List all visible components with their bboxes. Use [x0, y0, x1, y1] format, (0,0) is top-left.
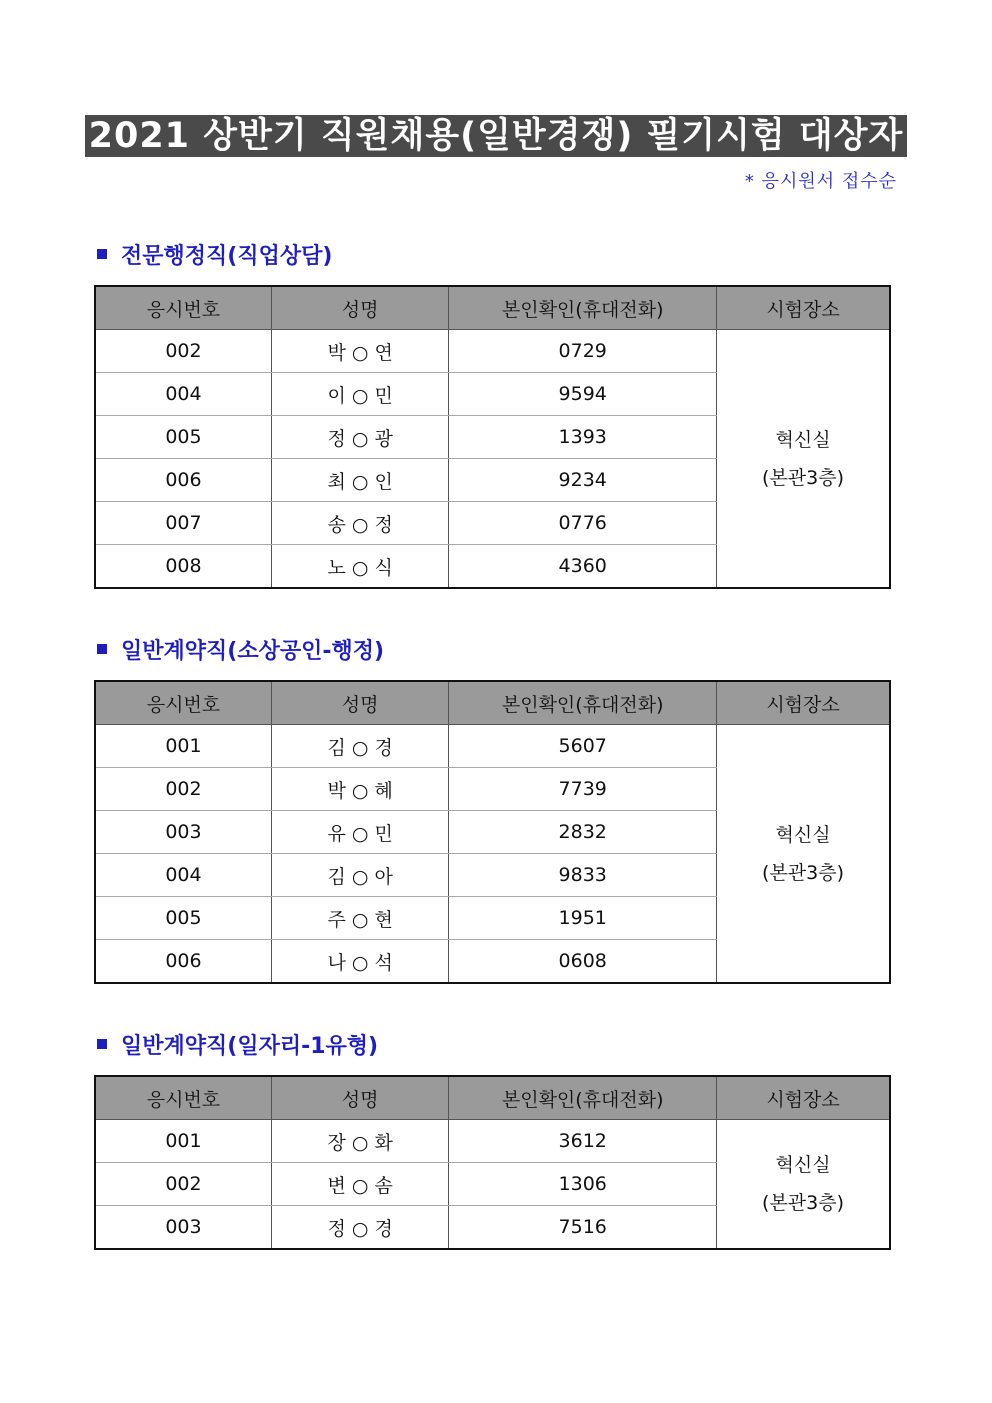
phone-check: 0608	[449, 940, 717, 984]
candidate-table	[94, 1075, 891, 1250]
applicant-number: 006	[95, 459, 271, 502]
location-room: 혁신실	[775, 428, 831, 451]
square-bullet-icon	[97, 1039, 107, 1049]
phone-header: 본인확인(휴대전화)	[449, 286, 717, 330]
table-header-row	[95, 681, 890, 725]
section-heading	[94, 234, 891, 274]
applicant-number: 003	[95, 811, 271, 854]
phone-header: 본인확인(휴대전화)	[449, 1076, 717, 1120]
location-header: 시험장소	[717, 1076, 890, 1120]
name-header: 성명	[271, 681, 448, 725]
applicant-name: 장 ○ 화	[271, 1120, 448, 1163]
applicant-name: 김 ○ 아	[271, 854, 448, 897]
location-room: 혁신실	[775, 1154, 831, 1176]
applicant-number: 007	[95, 502, 271, 545]
applicant-name: 정 ○ 경	[271, 1206, 448, 1250]
phone-check: 2832	[449, 811, 717, 854]
applicant-number: 008	[95, 545, 271, 589]
phone-check: 9833	[449, 854, 717, 897]
square-bullet-icon	[97, 644, 107, 654]
candidate-table	[94, 285, 891, 589]
section-heading	[94, 1024, 891, 1064]
applicant-number: 006	[95, 940, 271, 984]
applicant-name: 노 ○ 식	[271, 545, 448, 589]
applicant-name: 나 ○ 석	[271, 940, 448, 984]
name-header: 성명	[271, 286, 448, 330]
phone-check: 7739	[449, 768, 717, 811]
applicant-number: 002	[95, 330, 271, 373]
applicant-number: 002	[95, 1163, 271, 1206]
order-note: * 응시원서 접수순	[744, 171, 897, 192]
applicant-number: 005	[95, 416, 271, 459]
applicant-number: 001	[95, 1120, 271, 1163]
phone-check: 1951	[449, 897, 717, 940]
table-row	[95, 1120, 890, 1163]
applicant-number: 004	[95, 373, 271, 416]
applicant-number: 002	[95, 768, 271, 811]
section	[94, 629, 891, 984]
phone-check: 9594	[449, 373, 717, 416]
candidate-table	[94, 680, 891, 984]
applicant-name: 김 ○ 경	[271, 725, 448, 768]
table-header-row	[95, 1076, 890, 1120]
table-row	[95, 330, 890, 373]
phone-check: 7516	[449, 1206, 717, 1250]
applicant-name: 변 ○ 솜	[271, 1163, 448, 1206]
applicant-name: 박 ○ 혜	[271, 768, 448, 811]
table-header-row	[95, 286, 890, 330]
phone-check: 1306	[449, 1163, 717, 1206]
applicant-name: 주 ○ 현	[271, 897, 448, 940]
applicant-number: 004	[95, 854, 271, 897]
no-header: 응시번호	[95, 1076, 271, 1120]
location-floor: (본관3층)	[762, 861, 845, 884]
phone-check: 1393	[449, 416, 717, 459]
section-title: 전문행정직(직업상담)	[121, 243, 333, 269]
phone-check: 9234	[449, 459, 717, 502]
exam-location	[717, 1120, 890, 1250]
applicant-name: 유 ○ 민	[271, 811, 448, 854]
no-header: 응시번호	[95, 681, 271, 725]
location-header: 시험장소	[717, 681, 890, 725]
applicant-name: 최 ○ 인	[271, 459, 448, 502]
exam-location	[717, 330, 890, 589]
applicant-name: 정 ○ 광	[271, 416, 448, 459]
applicant-number: 003	[95, 1206, 271, 1250]
phone-check: 4360	[449, 545, 717, 589]
phone-check: 5607	[449, 725, 717, 768]
phone-check: 0729	[449, 330, 717, 373]
applicant-name: 이 ○ 민	[271, 373, 448, 416]
location-floor: (본관3층)	[762, 1192, 845, 1214]
location-header: 시험장소	[717, 286, 890, 330]
square-bullet-icon	[97, 249, 107, 259]
section-title: 일반계약직(소상공인-행정)	[121, 638, 385, 664]
applicant-number: 005	[95, 897, 271, 940]
table-row	[95, 725, 890, 768]
phone-check: 0776	[449, 502, 717, 545]
no-header: 응시번호	[95, 286, 271, 330]
section-heading	[94, 629, 891, 669]
document-title: 2021 상반기 직원채용(일반경쟁) 필기시험 대상자	[85, 115, 908, 157]
location-room: 혁신실	[775, 823, 831, 846]
exam-location	[717, 725, 890, 984]
name-header: 성명	[271, 1076, 448, 1120]
applicant-name: 송 ○ 정	[271, 502, 448, 545]
location-floor: (본관3층)	[762, 466, 845, 489]
phone-header: 본인확인(휴대전화)	[449, 681, 717, 725]
applicant-name: 박 ○ 연	[271, 330, 448, 373]
section	[94, 1024, 891, 1250]
section-title: 일반계약직(일자리-1유형)	[121, 1033, 379, 1059]
applicant-number: 001	[95, 725, 271, 768]
section	[94, 234, 891, 589]
phone-check: 3612	[449, 1120, 717, 1163]
